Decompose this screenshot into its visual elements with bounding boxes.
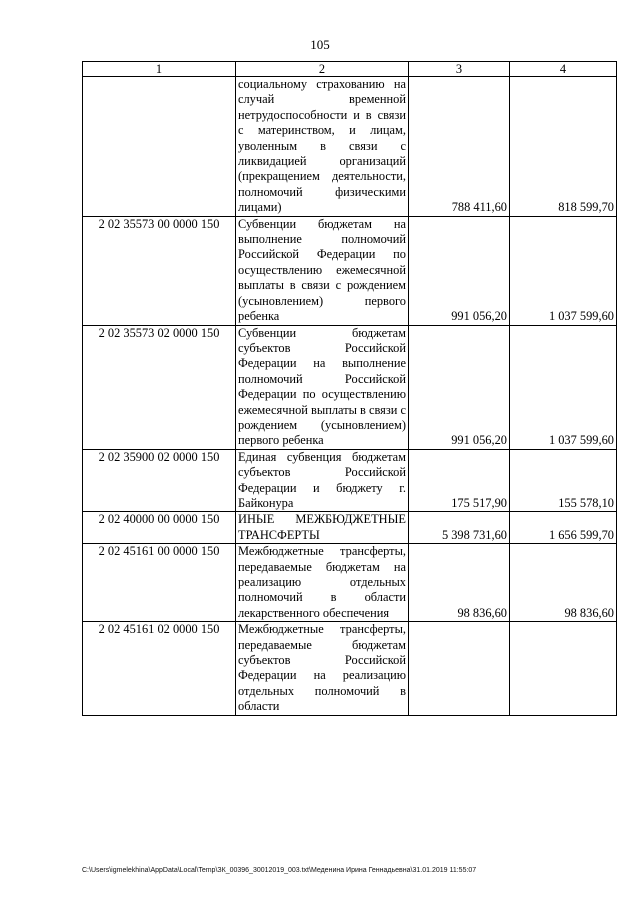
item-name: Межбюджетные трансферты, передаваемые бюджетам субъектов Российской Федерации на реализацию отдельных полномочий в области bbox=[236, 622, 409, 715]
column-number: 3 bbox=[409, 62, 510, 77]
amount-col4: 1 656 599,70 bbox=[510, 512, 617, 544]
table-row bbox=[83, 325, 617, 449]
table-row bbox=[83, 622, 617, 715]
amount-col4: 1 037 599,60 bbox=[510, 216, 617, 325]
amount-col3: 98 836,60 bbox=[409, 544, 510, 622]
budget-code bbox=[83, 77, 236, 217]
amount-col4 bbox=[510, 622, 617, 715]
table-row bbox=[83, 216, 617, 325]
budget-code: 2 02 45161 02 0000 150 bbox=[83, 622, 236, 715]
column-number: 4 bbox=[510, 62, 617, 77]
item-name: Субвенции бюджетам субъектов Российской Федерации на выполнение полномочий Российской Федерации по осуществлению ежемесячной выплаты в связи с рождением (усыновлением) первого ребенка bbox=[236, 325, 409, 449]
amount-col4: 155 578,10 bbox=[510, 449, 617, 512]
amount-col3 bbox=[409, 622, 510, 715]
item-name: Межбюджетные трансферты, передаваемые бюджетам на реализацию отдельных полномочий в области лекарственного обеспечения bbox=[236, 544, 409, 622]
budget-code: 2 02 35573 00 0000 150 bbox=[83, 216, 236, 325]
table-row bbox=[83, 512, 617, 544]
amount-col4: 818 599,70 bbox=[510, 77, 617, 217]
amount-col4: 1 037 599,60 bbox=[510, 325, 617, 449]
budget-code: 2 02 35573 02 0000 150 bbox=[83, 325, 236, 449]
column-number: 2 bbox=[236, 62, 409, 77]
table-row bbox=[83, 449, 617, 512]
budget-code: 2 02 35900 02 0000 150 bbox=[83, 449, 236, 512]
item-name: Субвенции бюджетам на выполнение полномочий Российской Федерации по осуществлению ежемесячной выплаты в связи с рождением (усыновлением) первого ребенка bbox=[236, 216, 409, 325]
amount-col3: 175 517,90 bbox=[409, 449, 510, 512]
budget-code: 2 02 40000 00 0000 150 bbox=[83, 512, 236, 544]
table-row bbox=[83, 544, 617, 622]
amount-col3: 991 056,20 bbox=[409, 325, 510, 449]
page-number: 105 bbox=[310, 37, 330, 52]
budget-code: 2 02 45161 00 0000 150 bbox=[83, 544, 236, 622]
amount-col3: 5 398 731,60 bbox=[409, 512, 510, 544]
item-name: Единая субвенция бюджетам субъектов Российской Федерации и бюджету г. Байконура bbox=[236, 449, 409, 512]
table-row bbox=[83, 77, 617, 217]
amount-col3: 788 411,60 bbox=[409, 77, 510, 217]
amount-col3: 991 056,20 bbox=[409, 216, 510, 325]
item-name: ИНЫЕ МЕЖБЮДЖЕТНЫЕ ТРАНСФЕРТЫ bbox=[236, 512, 409, 544]
file-path-footer: C:\Users\igmelekhina\AppData\Local\Temp\ЗК_00396_30012019_003.txt\Меденина Ирина Геннадьевна\31.01.2019 11:55:07 bbox=[82, 867, 477, 874]
amount-col4: 98 836,60 bbox=[510, 544, 617, 622]
budget-table bbox=[82, 61, 617, 716]
item-name: социальному страхованию на случай временной нетрудоспособности и в связи с материнством, и лицам, уволенным в связи с ликвидацией организаций (прекращением деятельности, полномочий физическими лицами) bbox=[236, 77, 409, 217]
table-header-row bbox=[83, 62, 617, 77]
column-number: 1 bbox=[83, 62, 236, 77]
